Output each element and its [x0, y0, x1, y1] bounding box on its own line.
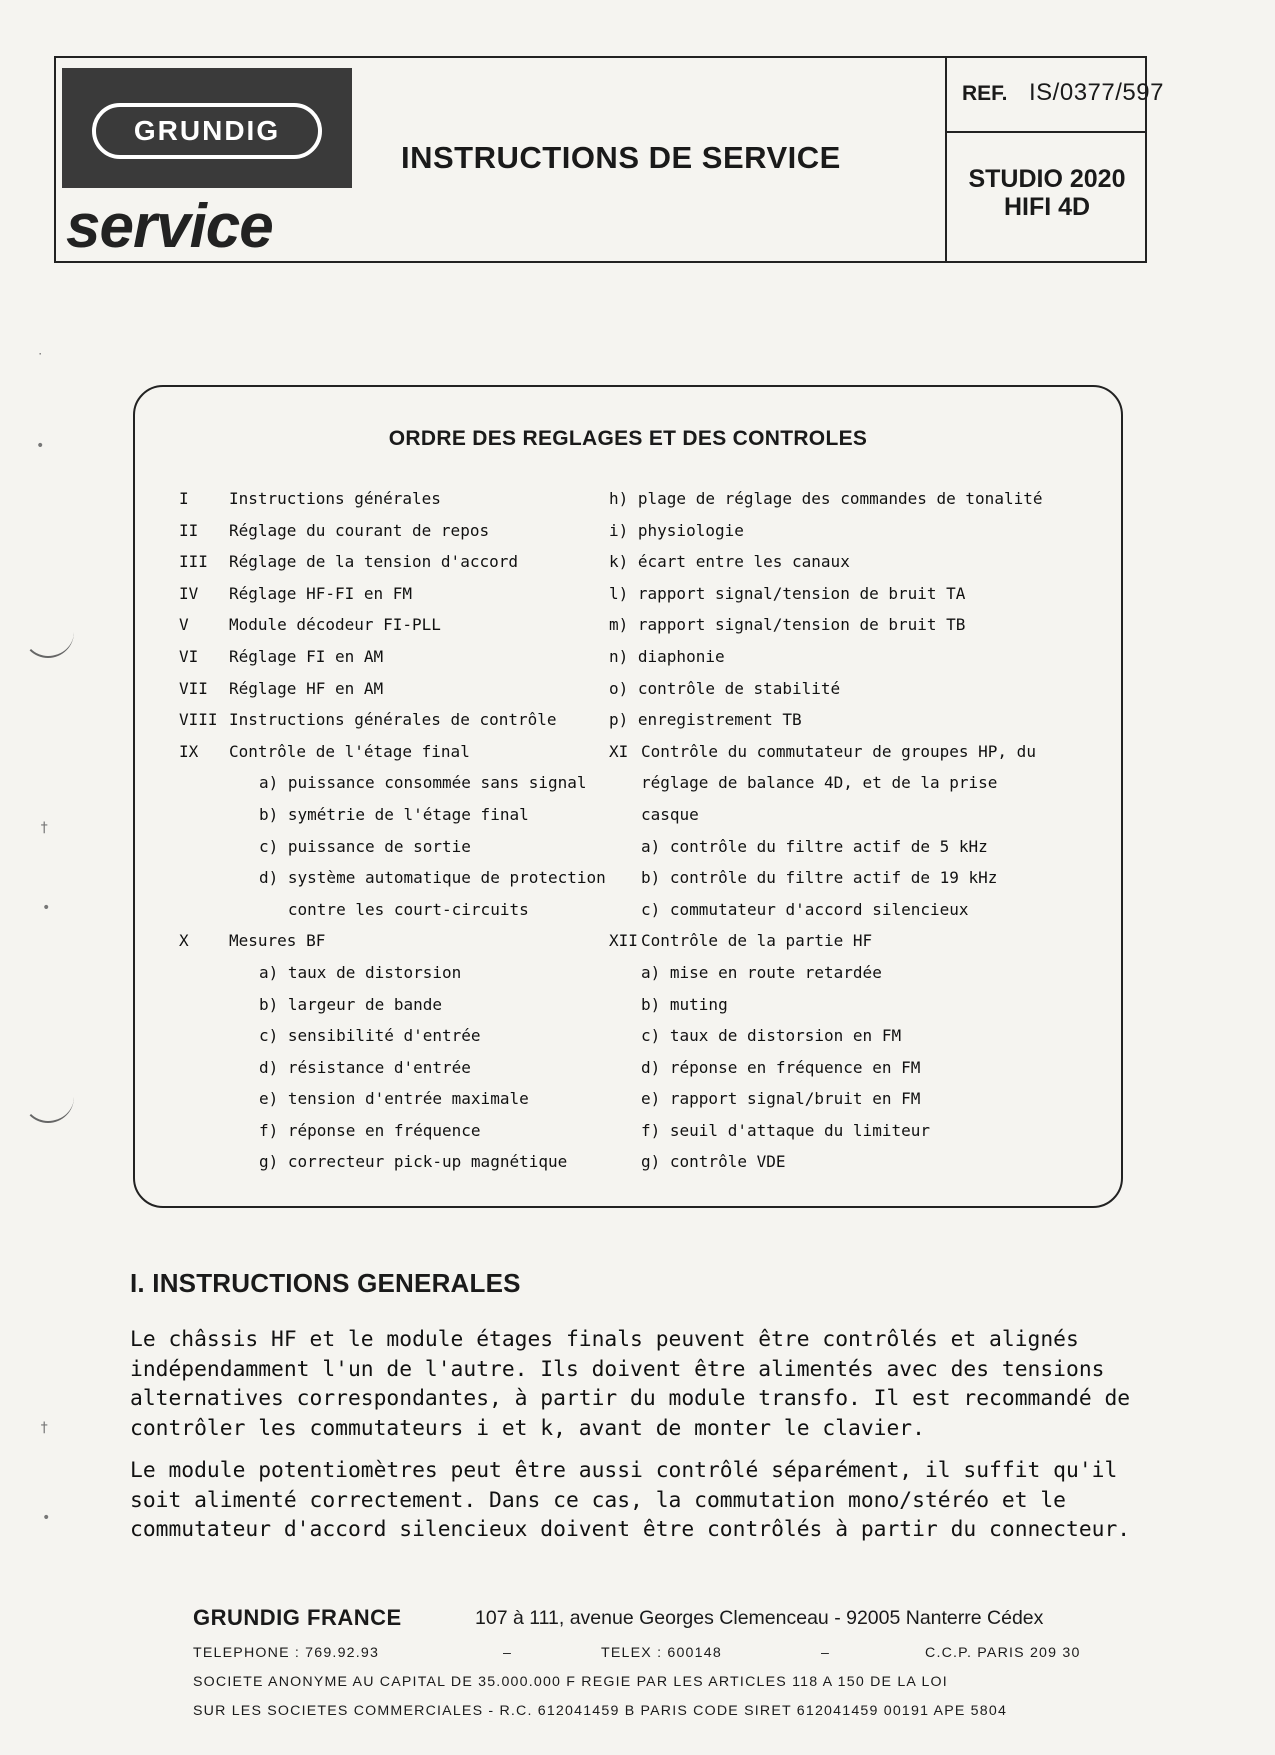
adjustment-order-item — [609, 862, 1109, 894]
adjustment-order-item — [609, 641, 1109, 673]
adjustment-order-item — [609, 609, 1109, 641]
adjustment-order-item — [609, 483, 1109, 515]
adjustment-order-item — [179, 736, 619, 768]
item-text: b) muting — [641, 994, 728, 1014]
adjustment-order-item — [179, 704, 619, 736]
item-text: f) réponse en fréquence — [259, 1120, 481, 1140]
item-text: Réglage HF-FI en FM — [229, 583, 413, 603]
footer-telex: TELEX : 600148 — [601, 1645, 722, 1661]
item-text: réglage de balance 4D, et de la prise — [641, 773, 998, 793]
item-text: f) seuil d'attaque du limiteur — [641, 1120, 930, 1140]
item-text: n) diaphonie — [609, 646, 725, 666]
adjustment-order-item — [609, 1020, 1109, 1052]
footer-company-name: GRUNDIG FRANCE — [193, 1605, 402, 1630]
footer-legal-line: SOCIETE ANONYME AU CAPITAL DE 35.000.000 F REGIE PAR LES ARTICLES 118 A 150 DE LA LOI — [193, 1674, 948, 1690]
item-text: Instructions générales de contrôle — [229, 710, 557, 730]
item-text: p) enregistrement TB — [609, 710, 802, 730]
item-text: d) système automatique de protection — [259, 868, 606, 888]
item-text: o) contrôle de stabilité — [609, 678, 841, 698]
adjustment-order-item — [609, 673, 1109, 705]
item-text: e) tension d'entrée maximale — [259, 1089, 529, 1109]
adjustment-order-item — [179, 767, 619, 799]
binder-arc — [22, 620, 74, 658]
item-text: a) puissance consommée sans signal — [259, 773, 587, 793]
adjustment-order-item — [609, 704, 1109, 736]
adjustment-order-item — [609, 546, 1109, 578]
item-number: III — [179, 552, 208, 572]
item-text: b) largeur de bande — [259, 994, 443, 1014]
footer-separator: – — [821, 1645, 831, 1661]
item-text: Mesures BF — [229, 931, 326, 951]
item-text: Module décodeur FI-PLL — [229, 615, 441, 635]
adjustment-order-box — [133, 385, 1123, 1208]
item-number: VI — [179, 646, 199, 666]
service-wordmark: service — [66, 192, 273, 261]
footer-telephone: TELEPHONE : 769.92.93 — [193, 1645, 380, 1661]
item-number: V — [179, 615, 189, 635]
adjustment-order-item — [179, 1052, 619, 1084]
item-number: I — [179, 489, 189, 508]
binder-mark: † — [40, 1420, 49, 1436]
adjustment-order-item — [609, 767, 1109, 799]
item-number: VII — [179, 678, 208, 698]
document-header — [54, 56, 1164, 263]
adjustment-order-right-column — [609, 483, 1109, 1178]
adjustment-order-item — [179, 831, 619, 863]
adjustment-order-item — [609, 799, 1109, 831]
item-text: c) puissance de sortie — [259, 836, 471, 856]
footer-ccp: C.C.P. PARIS 209 30 — [925, 1645, 1081, 1661]
adjustment-order-item — [609, 1083, 1109, 1115]
item-text: c) commutateur d'accord silencieux — [641, 899, 969, 919]
item-text: e) rapport signal/bruit en FM — [641, 1089, 921, 1109]
item-text: Réglage du courant de repos — [229, 520, 490, 540]
item-text: Instructions générales — [229, 489, 441, 508]
item-number: II — [179, 520, 199, 540]
reference-number: IS/0377/597 — [1029, 79, 1164, 106]
binder-mark: • — [42, 900, 51, 916]
brand-name: GRUNDIG — [133, 115, 281, 146]
adjustment-order-item — [609, 515, 1109, 547]
footer-address: 107 à 111, avenue Georges Clemenceau - 92005 Nanterre Cédex — [475, 1607, 1044, 1629]
item-text: a) mise en route retardée — [641, 962, 882, 982]
adjustment-order-item — [609, 578, 1109, 610]
adjustment-order-item — [609, 831, 1109, 863]
adjustment-order-item — [179, 483, 619, 515]
binder-mark: † — [40, 820, 49, 836]
adjustment-order-item — [179, 1115, 619, 1147]
document-title: INSTRUCTIONS DE SERVICE — [401, 140, 841, 175]
adjustment-order-item — [179, 989, 619, 1021]
section-heading: I. INSTRUCTIONS GENERALES — [130, 1268, 521, 1298]
adjustment-order-item — [179, 1146, 619, 1178]
item-text: a) taux de distorsion — [259, 962, 462, 982]
adjustment-order-item — [179, 641, 619, 673]
item-text: Réglage HF en AM — [229, 678, 384, 698]
adjustment-order-item — [609, 925, 1109, 957]
adjustment-order-item — [179, 546, 619, 578]
adjustment-order-item — [609, 894, 1109, 926]
adjustment-order-item — [179, 609, 619, 641]
binder-mark: • — [42, 1510, 51, 1526]
model-cell — [945, 133, 1147, 263]
reference-label: REF. — [962, 82, 1008, 105]
item-text: l) rapport signal/tension de bruit TA — [609, 583, 966, 603]
item-text: g) contrôle VDE — [641, 1152, 786, 1172]
item-text: i) physiologie — [609, 520, 744, 540]
adjustment-order-item — [609, 989, 1109, 1021]
item-number: IV — [179, 583, 199, 603]
item-text: g) correcteur pick-up magnétique — [259, 1152, 568, 1172]
section-paragraph: Le module potentiomètres peut être aussi contrôlé séparément, il suffit qu'il soit alimenté correctement. Dans ce cas, la commutation mono/stéréo et le commutateur d'accord silencieux doivent être contrôlés à partir du connecteur. — [130, 1458, 1131, 1542]
item-number: XI — [609, 741, 629, 761]
binder-mark: ˙ — [36, 352, 45, 368]
item-text: d) réponse en fréquence en FM — [641, 1057, 921, 1077]
footer-separator: – — [503, 1645, 513, 1661]
item-text: h) plage de réglage des commandes de tonalité — [609, 489, 1043, 508]
item-text: Contrôle de la partie HF — [641, 931, 873, 951]
footer-legal-line: SUR LES SOCIETES COMMERCIALES - R.C. 612041459 B PARIS CODE SIRET 612041459 00191 APE 5804 — [193, 1703, 1008, 1719]
item-text: c) taux de distorsion en FM — [641, 1026, 902, 1046]
adjustment-order-left-column — [179, 483, 619, 1178]
adjustment-order-item — [179, 1083, 619, 1115]
item-text: contre les court-circuits — [259, 899, 529, 919]
item-text: b) symétrie de l'étage final — [259, 804, 529, 824]
model-name: STUDIO 2020 — [968, 165, 1126, 193]
adjustment-order-item — [609, 736, 1109, 768]
adjustment-order-title: ORDRE DES REGLAGES ET DES CONTROLES — [388, 427, 868, 450]
adjustment-order-item — [179, 578, 619, 610]
item-text: Réglage de la tension d'accord — [229, 552, 518, 572]
item-number: IX — [179, 741, 199, 761]
item-text: Contrôle du commutateur de groupes HP, du — [641, 741, 1036, 761]
item-text: Contrôle de l'étage final — [229, 741, 470, 761]
adjustment-order-item — [609, 1146, 1109, 1178]
grundig-brand-logo — [92, 103, 322, 159]
adjustment-order-item — [609, 1052, 1109, 1084]
adjustment-order-item — [179, 673, 619, 705]
item-number: XII — [609, 931, 638, 951]
adjustment-order-item — [179, 1020, 619, 1052]
adjustment-order-item — [609, 957, 1109, 989]
grundig-service-logo — [62, 68, 352, 261]
logo-background — [62, 68, 352, 188]
item-text: a) contrôle du filtre actif de 5 kHz — [641, 836, 988, 856]
binder-mark: • — [36, 438, 45, 454]
item-text: casque — [641, 804, 699, 824]
adjustment-order-item — [179, 799, 619, 831]
binder-arc — [22, 1085, 74, 1123]
adjustment-order-item — [179, 925, 619, 957]
adjustment-order-item — [179, 894, 619, 926]
item-text: m) rapport signal/tension de bruit TB — [609, 615, 966, 635]
adjustment-order-item — [609, 1115, 1109, 1147]
item-text: b) contrôle du filtre actif de 19 kHz — [641, 868, 998, 888]
section-paragraph: Le châssis HF et le module étages finals peuvent être contrôlés et alignés indépendamment l'un de l'autre. Ils doivent être alimentés avec des tensions alternatives correspondantes, à partir du module transfo. Il est recommandé de contrôler les commutateurs i et k, avant de monter le clavier. — [130, 1327, 1131, 1441]
adjustment-order-item — [179, 515, 619, 547]
item-text: d) résistance d'entrée — [259, 1057, 471, 1077]
adjustment-order-item — [179, 957, 619, 989]
item-text: k) écart entre les canaux — [609, 552, 850, 572]
item-text: c) sensibilité d'entrée — [259, 1026, 481, 1046]
adjustment-order-item — [179, 862, 619, 894]
item-number: X — [179, 931, 189, 951]
item-number: VIII — [179, 710, 218, 730]
model-variant: HIFI 4D — [1003, 193, 1091, 221]
reference-cell — [945, 58, 1164, 133]
item-text: Réglage FI en AM — [229, 646, 384, 666]
